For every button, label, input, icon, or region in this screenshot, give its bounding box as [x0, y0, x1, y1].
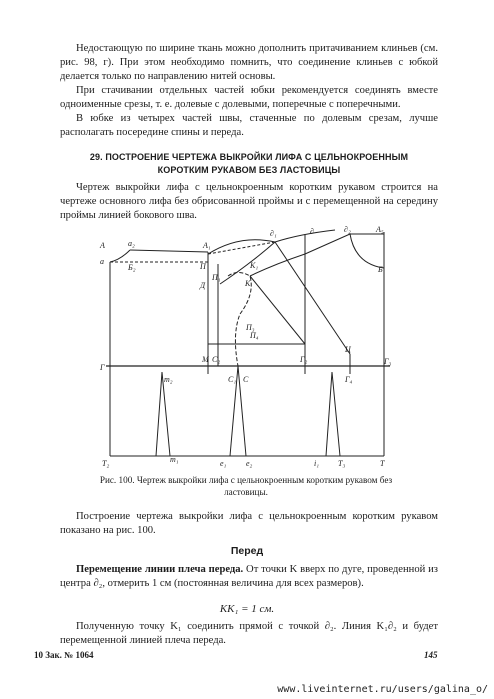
label-K1: К₁ — [250, 261, 259, 270]
label-T3: Т₃ — [338, 459, 346, 468]
paragraph-1: Недостающую по ширине ткань можно дополнить притачиванием клиньев (см. рис. 98, г). При этом необходимо помнить, что соединение клиньев с юбкой делается только по направлению нитей основы. — [60, 43, 438, 82]
shoulder-title: Перемещение линии плеча переда. — [76, 564, 244, 575]
figure-caption: Рис. 100. Чертеж выкройки лифа с цельнокроенным коротким рукавом без ластовицы. — [99, 475, 393, 497]
label-t2: т₂ — [164, 375, 173, 384]
section-title: ПОСТРОЕНИЕ ЧЕРТЕЖА ВЫКРОЙКИ ЛИФА С ЦЕЛЬНОКРОЕННЫМ КОРОТКИМ РУКАВОМ БЕЗ ЛАСТОВИЦЫ — [105, 152, 409, 175]
paragraph-2: При стачивании отдельных частей юбки рекомендуется соединять вместе одноименные срезы, т. е. долевые с долевыми, поперечные с поперечными. — [60, 85, 438, 110]
section-heading — [80, 151, 418, 177]
label-C: С — [243, 375, 249, 384]
label-P1: П₁ — [212, 273, 221, 282]
shoulder-text: От точки K вверх по дуге, проведенной из центра ∂₂, отмерить 1 см (постоянная величина для всех размеров). — [60, 564, 438, 589]
section-number: 29. — [89, 152, 103, 162]
label-d1: ∂₁ — [270, 229, 277, 238]
label-P3: П₃ — [246, 323, 255, 332]
pattern-drawing — [100, 224, 390, 470]
label-G4: Г₄ — [345, 375, 353, 384]
back-neckline — [110, 250, 130, 262]
last-paragraph: Полученную точку K₁ соединить прямой с точкой ∂₂. Линия K₁∂₂ и будет перемещенной линией плеча переда. — [60, 621, 438, 646]
label-P4: П₄ — [250, 331, 259, 340]
label-T: Т₂ — [102, 459, 110, 468]
label-t1: т₁ — [170, 455, 179, 464]
sleeve-inner — [220, 242, 275, 284]
label-d2: ∂₂ — [344, 225, 351, 234]
page-number: 145 — [424, 650, 438, 660]
label-d: ∂ — [310, 227, 314, 236]
front-sleeve-line — [250, 254, 305, 276]
label-a: а — [100, 257, 104, 266]
formula: KK₁ = 1 см. — [219, 603, 275, 615]
subhead-front: Перед — [230, 545, 264, 557]
front-waist-dart — [326, 372, 340, 456]
label-C-front: Ц — [345, 345, 351, 354]
footer-left: 10 Зак. № 1064 — [34, 650, 94, 660]
label-G3: Г₃ — [384, 357, 392, 366]
label-C2: С₂ — [212, 355, 221, 364]
label-M: М — [202, 355, 209, 364]
watermark-url[interactable]: www.liveinternet.ru/users/galina_o/ — [277, 684, 488, 695]
front-neckline — [350, 234, 384, 268]
label-A5: А₅ — [376, 225, 384, 234]
intro-paragraph: Чертеж выкройки лифа с цельнокроенным коротким рукавом строится на чертеже основного лифа без обрисованной проймы и с перемещенной на середину проймы линией бокового шва. — [60, 182, 438, 221]
label-E1: е₁ — [220, 459, 227, 468]
label-B2: Б₂ — [128, 263, 136, 272]
back-waist-dart — [156, 372, 170, 456]
shoulder-paragraph — [60, 563, 438, 591]
front-shoulder-diag — [275, 242, 350, 354]
label-a2: а₂ — [128, 239, 135, 248]
after-figure-paragraph: Построение чертежа выкройки лифа с цельнокроенным коротким рукавом показано на рис. 100. — [60, 511, 438, 536]
label-G: Г — [100, 363, 105, 372]
label-E2: е₂ — [246, 459, 253, 468]
paragraph-3: В юбке из четырех частей швы, стаченные по долевым срезам, лучше располагать посередине спины и переда. — [60, 113, 438, 138]
label-I1: і₁ — [314, 459, 320, 468]
label-K: К — [245, 279, 251, 288]
front-shoulder — [305, 234, 350, 254]
label-D: Д — [200, 281, 206, 290]
label-A: А — [100, 241, 105, 250]
label-B: Б — [378, 265, 383, 274]
label-C1: С₁ — [228, 375, 237, 384]
back-shoulder — [130, 250, 208, 252]
label-A1: А₁ — [203, 241, 211, 250]
label-P: П — [200, 262, 206, 271]
label-T-front: Т — [380, 459, 385, 468]
label-G2: Г₂ — [300, 355, 308, 364]
